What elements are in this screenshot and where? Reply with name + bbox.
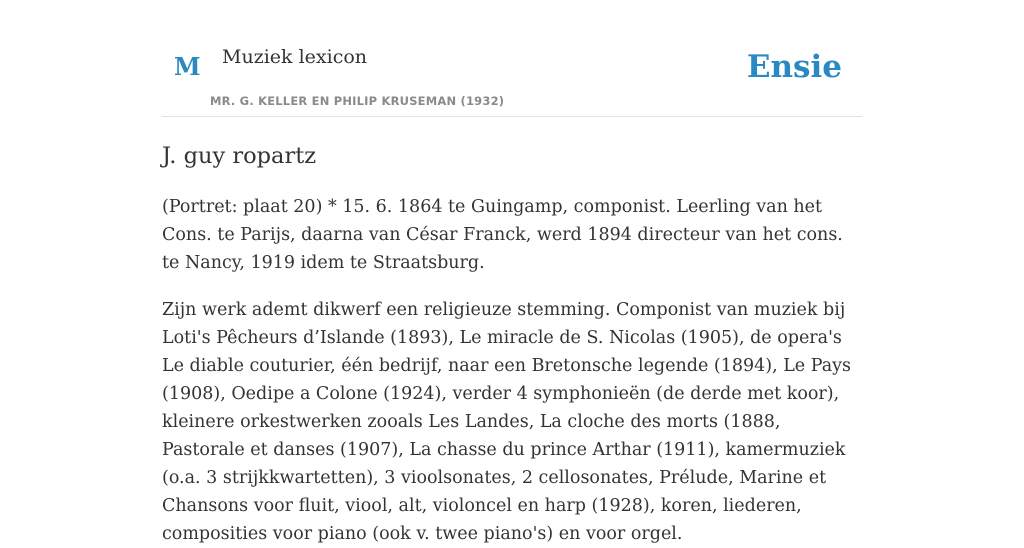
entry-paragraph: (Portret: plaat 20) * 15. 6. 1864 te Guingamp, componist. Leerling van het Cons. te Parijs, daarna van César Franck, werd 1894 directeur van het cons. te Nancy, 1919 idem te Straatsburg. xyxy=(162,197,843,273)
book-title-link[interactable]: Muziek lexicon xyxy=(222,46,368,68)
entry-paragraph: Zijn werk ademt dikwerf een religieuze stemming. Componist van muziek bij Loti's Pêcheurs d’Islande (1893), Le miracle de S. Nicolas (1905), de opera's Le diable couturier, één bedrijf, naar een Bretonsche legende (1894), Le Pays (1908), Oedipe a Colone (1924), verder 4 symphonieën (de derde met koor), kleinere orkestwerken zooals Les Landes, La cloche des morts (1888, Pastorale et danses (1907), La chasse du prince Arthar (1911), kamermuziek (o.a. 3 strijkkwartetten), 3 vioolsonates, 2 cellosonates, Prélude, Marine et Chansons voor fluit, viool, alt, violoncel en harp (1928), koren, liederen, composities voor piano (ook v. twee piano's) en voor orgel. xyxy=(162,300,852,544)
book-logo[interactable]: M xyxy=(174,52,201,81)
entry-title: J. guy ropartz xyxy=(162,143,317,169)
ensie-logo-link[interactable]: Ensie xyxy=(746,49,842,85)
article-container xyxy=(162,0,862,548)
header xyxy=(162,0,862,117)
book-authors: MR. G. KELLER EN PHILIP KRUSEMAN (1932) xyxy=(210,94,505,108)
